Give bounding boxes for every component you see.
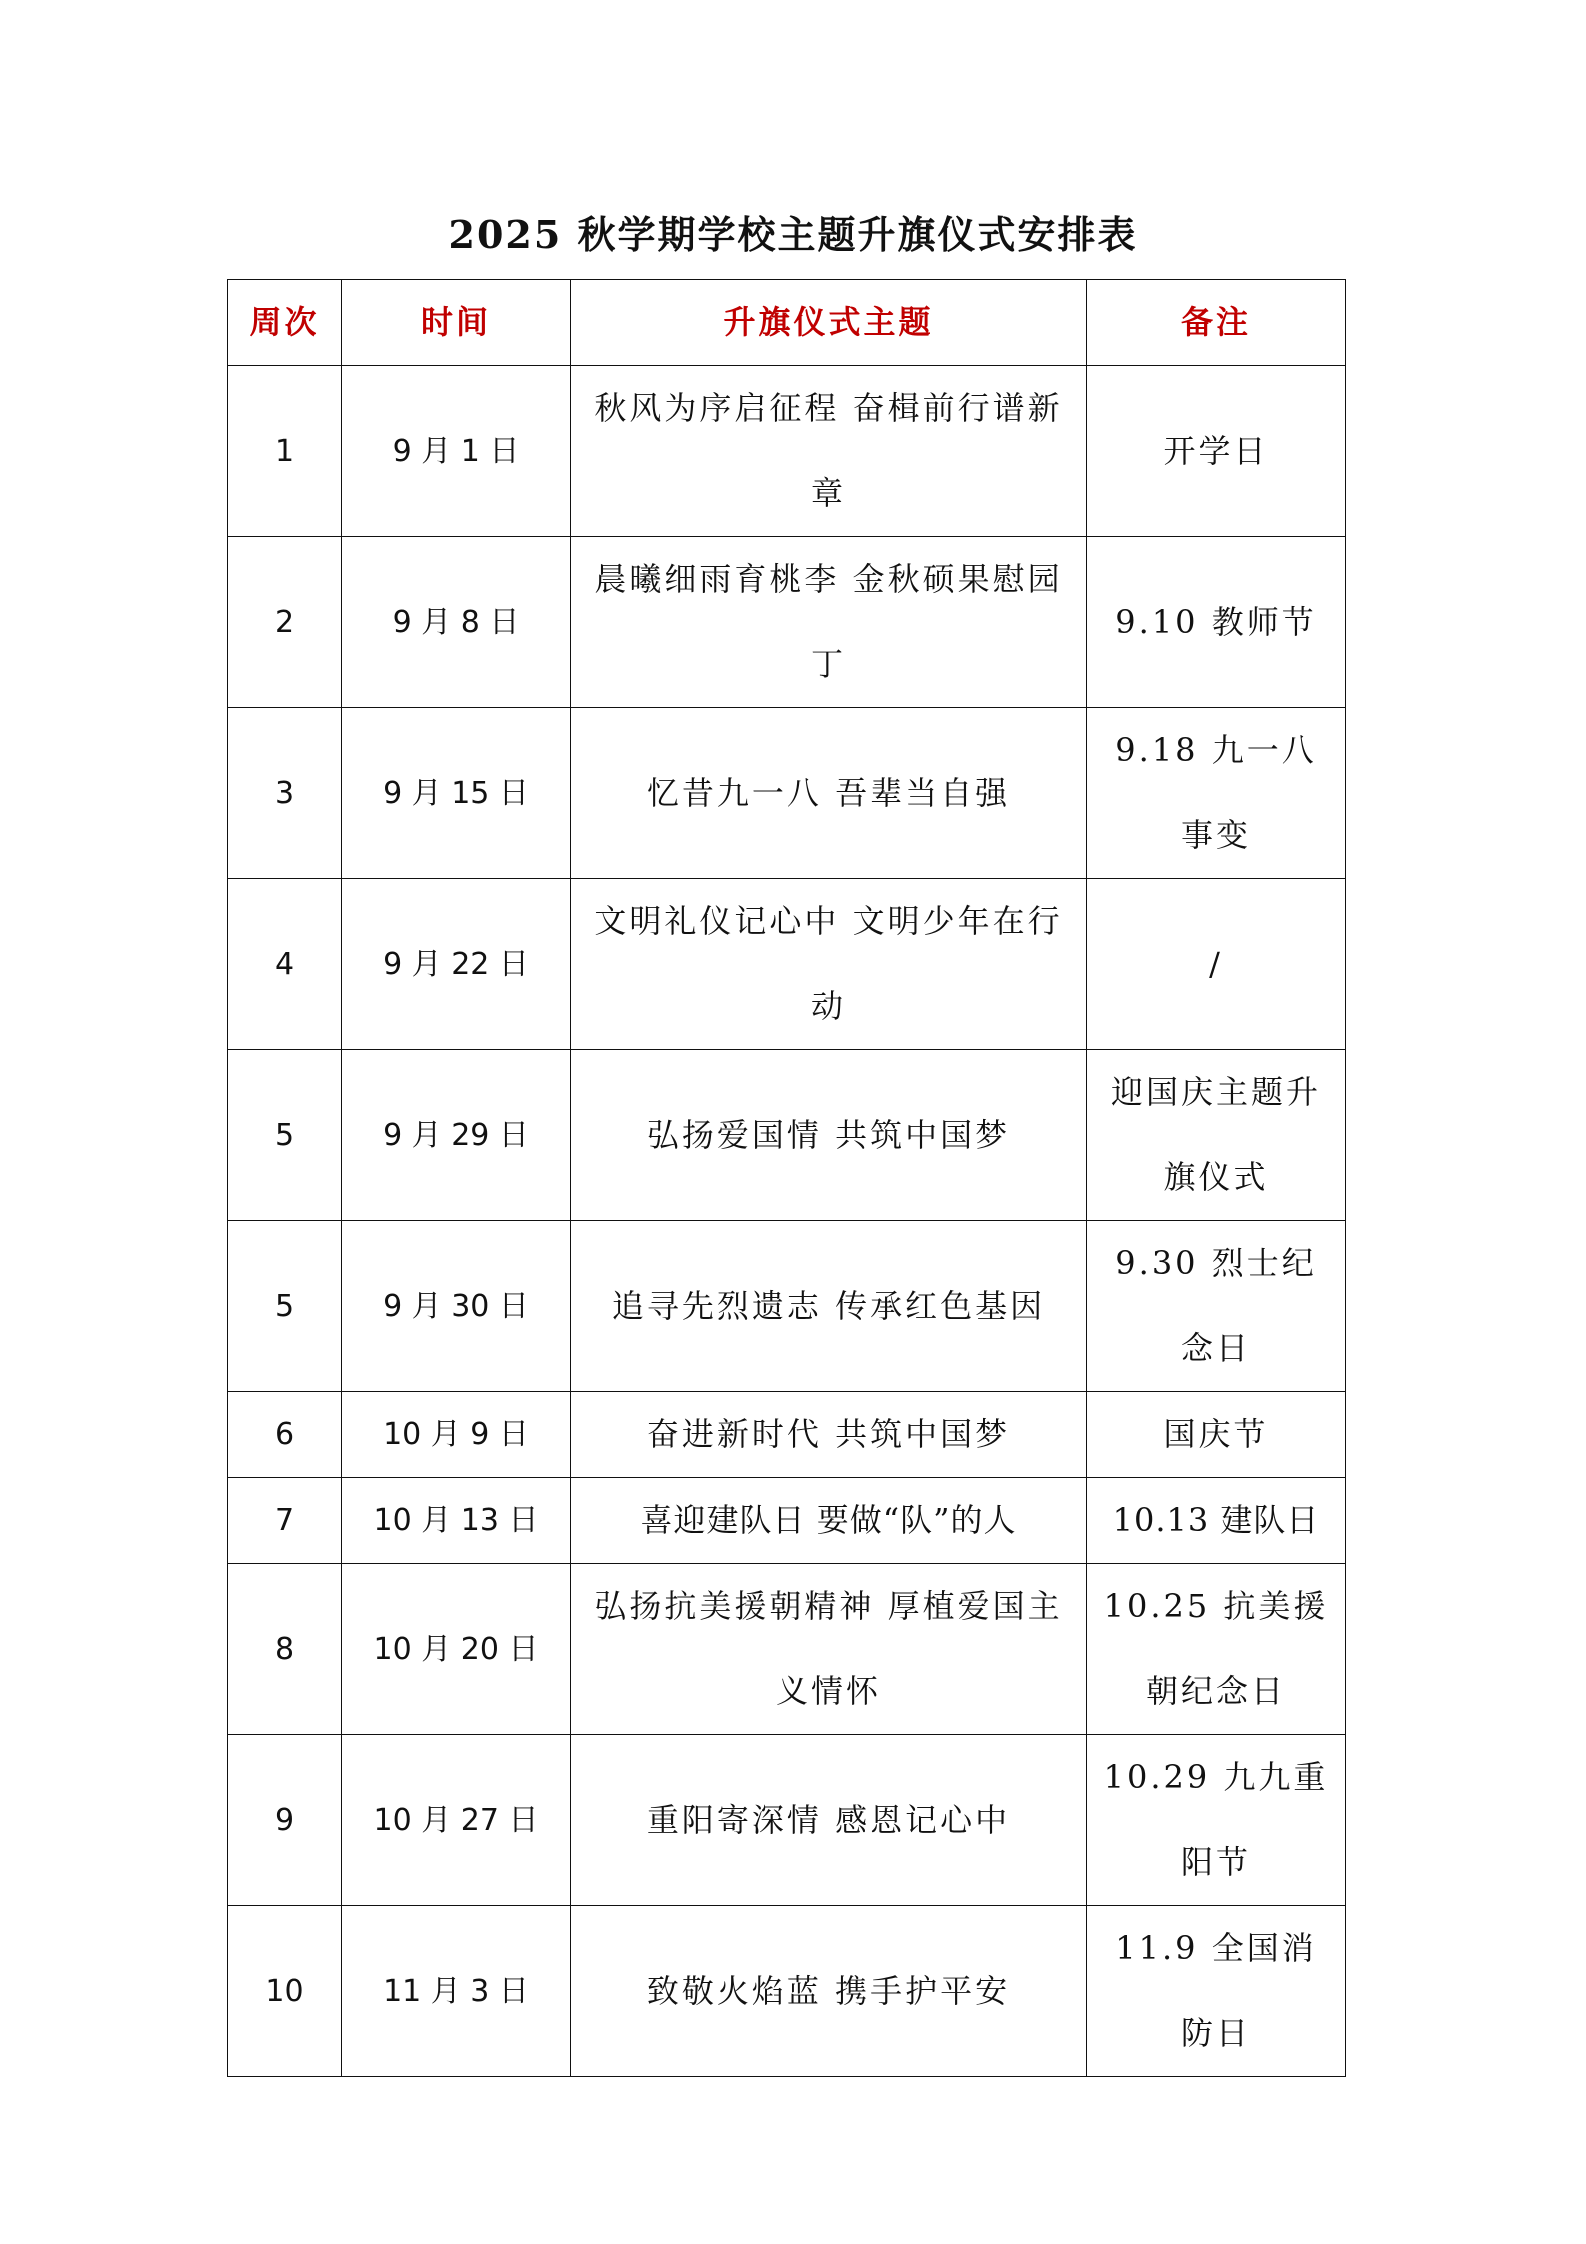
header-week: 周次	[228, 280, 342, 366]
week-cell: 6	[228, 1392, 342, 1478]
theme-cell: 喜迎建队日 要做“队”的人	[571, 1478, 1087, 1564]
week-cell: 7	[228, 1478, 342, 1564]
theme-cell: 晨曦细雨育桃李 金秋硕果慰园丁	[571, 537, 1087, 708]
header-date: 时间	[342, 280, 571, 366]
note-cell: /	[1087, 879, 1346, 1050]
note-cell: 10.13 建队日	[1087, 1478, 1346, 1564]
document-title: 2025 秋学期学校主题升旗仪式安排表	[448, 212, 1138, 257]
note-cell: 9.10 教师节	[1087, 537, 1346, 708]
theme-cell: 重阳寄深情 感恩记心中	[571, 1735, 1087, 1906]
theme-cell: 奋进新时代 共筑中国梦	[571, 1392, 1087, 1478]
week-cell: 10	[228, 1906, 342, 2077]
table-row	[228, 879, 1346, 1050]
table-row	[228, 537, 1346, 708]
header-note: 备注	[1087, 280, 1346, 366]
date-cell: 9 月 29 日	[342, 1050, 571, 1221]
week-cell: 1	[228, 366, 342, 537]
date-cell: 9 月 8 日	[342, 537, 571, 708]
header-theme: 升旗仪式主题	[571, 280, 1087, 366]
header-row	[228, 280, 1346, 366]
table-row	[228, 1564, 1346, 1735]
table-row	[228, 1050, 1346, 1221]
week-cell: 5	[228, 1050, 342, 1221]
table-row	[228, 1735, 1346, 1906]
week-cell: 2	[228, 537, 342, 708]
week-cell: 9	[228, 1735, 342, 1906]
theme-cell: 弘扬爱国情 共筑中国梦	[571, 1050, 1087, 1221]
date-cell: 10 月 20 日	[342, 1564, 571, 1735]
note-cell: 10.29 九九重阳节	[1087, 1735, 1346, 1906]
theme-cell: 秋风为序启征程 奋楫前行谱新章	[571, 366, 1087, 537]
table-row	[228, 1221, 1346, 1392]
date-cell: 9 月 30 日	[342, 1221, 571, 1392]
note-cell: 11.9 全国消防日	[1087, 1906, 1346, 2077]
note-cell: 国庆节	[1087, 1392, 1346, 1478]
table-row	[228, 1478, 1346, 1564]
date-cell: 9 月 1 日	[342, 366, 571, 537]
table-row	[228, 1392, 1346, 1478]
date-cell: 10 月 13 日	[342, 1478, 571, 1564]
week-cell: 4	[228, 879, 342, 1050]
date-cell: 9 月 22 日	[342, 879, 571, 1050]
note-cell: 9.30 烈士纪念日	[1087, 1221, 1346, 1392]
theme-cell: 致敬火焰蓝 携手护平安	[571, 1906, 1087, 2077]
date-cell: 9 月 15 日	[342, 708, 571, 879]
table-row	[228, 366, 1346, 537]
theme-cell: 文明礼仪记心中 文明少年在行动	[571, 879, 1087, 1050]
schedule-table	[227, 279, 1346, 2077]
date-cell: 10 月 9 日	[342, 1392, 571, 1478]
date-cell: 10 月 27 日	[342, 1735, 571, 1906]
note-cell: 10.25 抗美援朝纪念日	[1087, 1564, 1346, 1735]
table-row	[228, 1906, 1346, 2077]
date-cell: 11 月 3 日	[342, 1906, 571, 2077]
theme-cell: 弘扬抗美援朝精神 厚植爱国主义情怀	[571, 1564, 1087, 1735]
theme-cell: 追寻先烈遗志 传承红色基因	[571, 1221, 1087, 1392]
week-cell: 3	[228, 708, 342, 879]
note-cell: 9.18 九一八事变	[1087, 708, 1346, 879]
week-cell: 5	[228, 1221, 342, 1392]
week-cell: 8	[228, 1564, 342, 1735]
note-cell: 开学日	[1087, 366, 1346, 537]
theme-cell: 忆昔九一八 吾辈当自强	[571, 708, 1087, 879]
note-cell: 迎国庆主题升旗仪式	[1087, 1050, 1346, 1221]
table-row	[228, 708, 1346, 879]
